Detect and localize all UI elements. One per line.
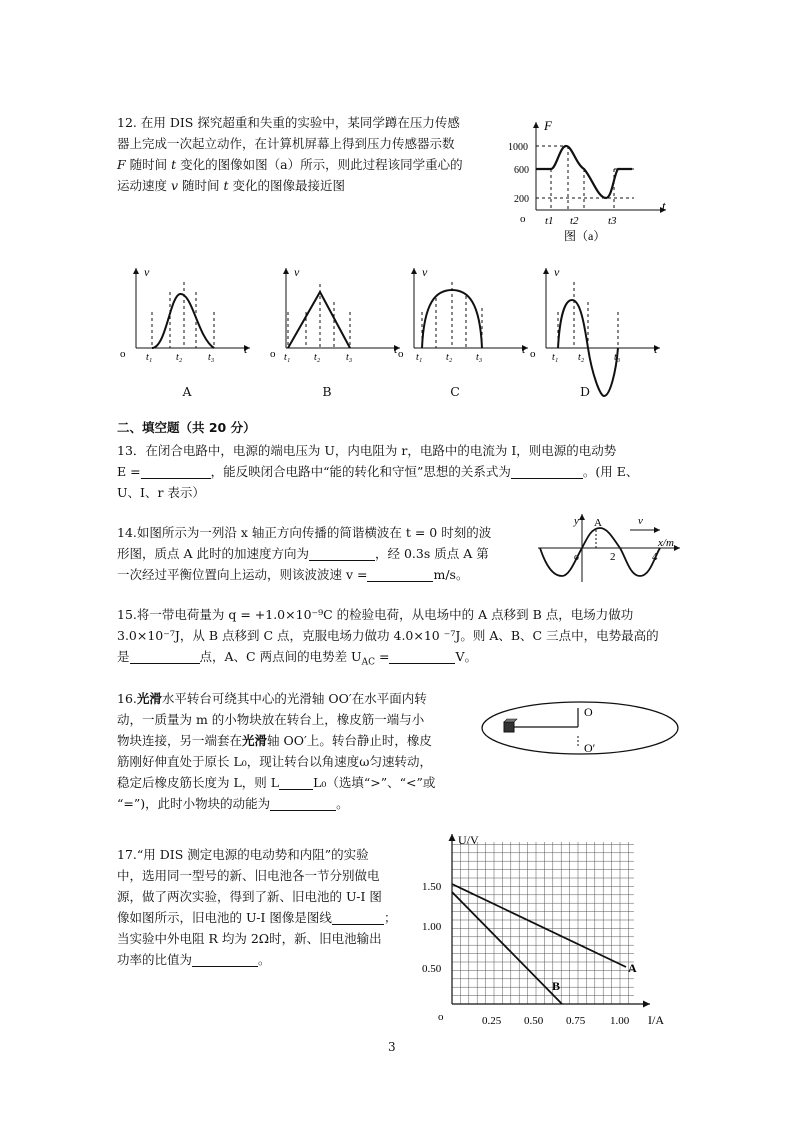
chart-line-a-label: A — [628, 961, 637, 975]
svg-text:v: v — [294, 265, 300, 279]
fig-a-xtick: t3 — [608, 215, 617, 227]
chart-ytick: 1.00 — [422, 921, 442, 933]
block-icon — [504, 722, 514, 732]
chart-line-a — [452, 884, 626, 967]
chart-ytick: 0.50 — [422, 963, 442, 975]
svg-text:2: 2 — [610, 551, 616, 563]
svg-text:t₃: t₃ — [614, 352, 621, 363]
svg-text:4: 4 — [652, 551, 658, 563]
chart-xtick: 0.75 — [566, 1015, 586, 1027]
svg-text:v: v — [422, 265, 428, 279]
q13-blank-1[interactable] — [141, 464, 211, 479]
svg-text:o: o — [574, 552, 579, 563]
svg-text:t₂: t₂ — [176, 352, 183, 363]
q15-blank-1[interactable] — [130, 649, 200, 664]
svg-text:t₂: t₂ — [578, 352, 585, 363]
svg-text:v: v — [554, 265, 560, 279]
svg-text:t₂: t₂ — [446, 352, 453, 363]
svg-text:y: y — [574, 515, 579, 527]
q14-text: 14.如图所示为一列沿 x 轴正方向传播的简谐横波在 t = 0 时刻的波 形图，质点 A 此时的加速度方向为 ，经 0.3s 质点 A 第 一次经过平衡位置向上运动，则该波波速 v = m/s。 — [117, 525, 492, 582]
q12-number: 12. — [117, 115, 137, 130]
figure-a-force-graph — [506, 112, 676, 244]
q13-blank-2[interactable] — [511, 464, 583, 479]
svg-text:t: t — [654, 342, 658, 356]
svg-text:t: t — [244, 342, 248, 356]
svg-text:o: o — [530, 348, 536, 360]
chart-x-label: I/A — [648, 1013, 664, 1027]
svg-text:O′: O′ — [584, 741, 596, 755]
section-title: 二、填空题（共 20 分） — [117, 420, 256, 435]
fig-a-ytick: 600 — [514, 165, 529, 176]
q14-blank-1[interactable] — [309, 546, 375, 561]
fig-a-ytick: 200 — [514, 194, 529, 205]
q17-ui-chart — [416, 826, 676, 1036]
option-c-graph — [396, 262, 534, 368]
svg-text:t₃: t₃ — [346, 352, 353, 363]
svg-text:t₂: t₂ — [314, 352, 321, 363]
q17-blank-1[interactable] — [332, 910, 384, 925]
q16-blank-1[interactable] — [279, 775, 313, 790]
option-c-label[interactable]: C — [450, 384, 460, 399]
svg-text:t₁: t₁ — [284, 352, 291, 363]
fig-a-x-label: t — [662, 198, 666, 213]
q14-blank-2[interactable] — [367, 567, 433, 582]
svg-text:t₁: t₁ — [416, 352, 423, 363]
option-d-label[interactable]: D — [579, 384, 591, 399]
chart-ytick: 1.50 — [422, 881, 442, 893]
q16-turntable-figure — [478, 696, 686, 760]
svg-text:o: o — [398, 348, 404, 360]
q14-wave-curve — [540, 528, 660, 576]
fig-a-ytick: 1000 — [508, 142, 528, 153]
svg-text:o: o — [270, 348, 276, 360]
svg-text:O: O — [584, 705, 593, 719]
svg-text:t: t — [394, 342, 398, 356]
fig-a-caption: 图（a） — [564, 229, 606, 243]
q17-text: 17.“用 DIS 测定电源的电动势和内阻”的实验 中，选用同一型号的新、旧电池各一节分别做电 源，做了两次实验，得到了新、旧电池的 U-I 图 像如图所示，旧电池的 U-I 图像是图线 ； 当实验中外电阻 R 均为 2Ω时，新、旧电池输出 功率的比值为 。 — [117, 847, 397, 967]
fig-a-xtick: t2 — [570, 215, 579, 227]
q17-blank-2[interactable] — [192, 952, 258, 967]
svg-text:t₃: t₃ — [208, 352, 215, 363]
svg-text:x/m: x/m — [658, 537, 674, 549]
svg-text:v: v — [144, 265, 150, 279]
chart-xtick: 0.25 — [482, 1015, 502, 1027]
chart-xtick: 0.50 — [524, 1015, 544, 1027]
option-a-graph — [118, 262, 256, 368]
chart-xtick: 1.00 — [610, 1015, 630, 1027]
svg-text:t: t — [522, 342, 526, 356]
chart-line-b-label: B — [552, 979, 561, 993]
option-d-graph — [528, 262, 666, 402]
chart-origin: o — [438, 1011, 444, 1023]
q13-text: 13．在闭合电路中，电源的端电压为 U，内电阻为 r，电路中的电流为 I，则电源的电动势 E = ，能反映闭合电路中“能的转化和守恒”思想的关系式为 。(用 E、 U、I、r 表示） — [117, 443, 639, 500]
page-number: 3 — [388, 1040, 396, 1054]
svg-text:t₃: t₃ — [476, 352, 483, 363]
fig-a-xtick: t1 — [545, 215, 554, 227]
q16-blank-2[interactable] — [270, 796, 336, 811]
svg-text:t₁: t₁ — [552, 352, 559, 363]
svg-text:v: v — [638, 515, 643, 527]
fig-a-y-label: F — [544, 118, 552, 133]
q15-text: 15.将一带电荷量为 q = +1.0×10⁻⁹C 的检验电荷，从电场中的 A 点移到 B 点，电场力做功 3.0×10⁻⁷J，从 B 点移到 C 点，克服电场力做功 4.0×10 ⁻⁷J。则 A、B、C 三点中，电势最高的 是 点，A、C 两点间的电势差 $U_{AC} = V$。 — [117, 607, 659, 668]
chart-grid — [452, 842, 634, 1004]
option-a-label[interactable]: A — [182, 384, 192, 399]
fig-a-origin: o — [520, 213, 526, 225]
option-b-graph — [268, 262, 406, 368]
q15-blank-2[interactable] — [389, 649, 455, 664]
chart-y-label: U/V — [458, 833, 479, 847]
q14-wave-figure — [534, 510, 684, 586]
svg-text:t₁: t₁ — [146, 352, 153, 363]
q16-text: 16.光滑水平转台可绕其中心的光滑轴 OO′在水平面内转 动，一质量为 m 的小物块放在转台上，橡皮筋一端与小 物块连接，另一端套在光滑轴 OO′上。转台静止时，橡皮 筋刚好伸直处于原长 L₀，现让转台以角速度ω匀速转动， 稳定后橡皮筋长度为 L，则 L L₀（选填“>”、“<”或 “=”)，此时小物块的动能为 。 — [117, 691, 436, 811]
option-b-label[interactable]: B — [322, 384, 332, 399]
q14-point-label: A — [594, 517, 602, 529]
q12-text: 12. 在用 DIS 探究超重和失重的实验中，某同学蹲在压力传感 器上完成一次起立动作，在计算机屏幕上得到压力传感器示数 F 随时间 t 变化的图像如图（a）所示，则此过程该同学重心的 运动速度 v 随时间 t 变化的图像最接近图 — [117, 115, 463, 193]
svg-text:o: o — [120, 348, 126, 360]
